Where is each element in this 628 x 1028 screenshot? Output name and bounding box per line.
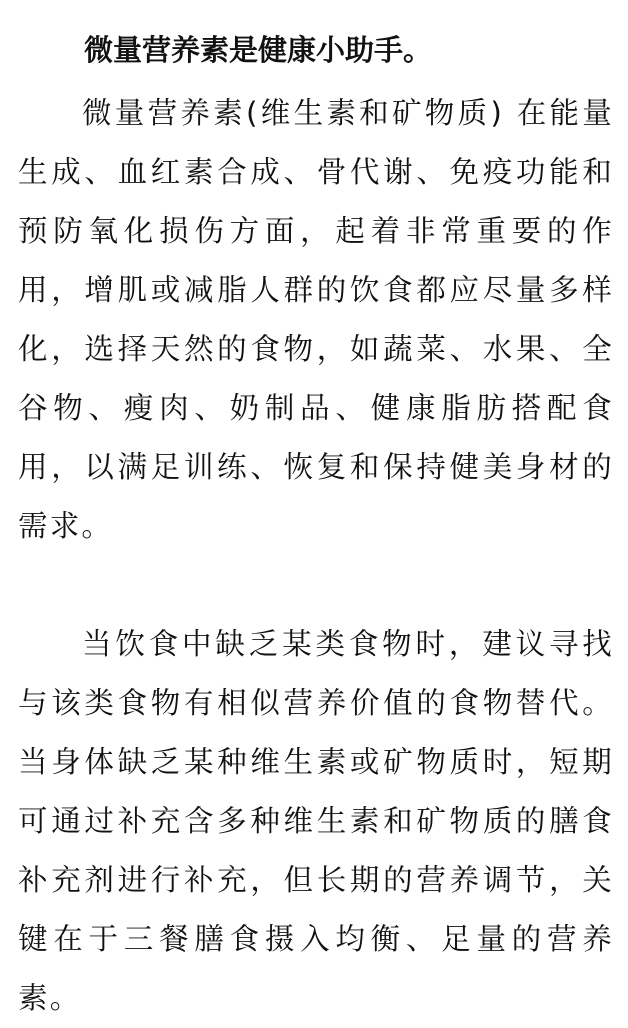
paragraph-supplements: 当饮食中缺乏某类食物时，建议寻找与该类食物有相似营养价值的食物替代。当身体缺乏某种维生素或矿物质时，短期可通过补充含多种维生素和矿物质的膳食补充剂进行补充，但长期的营养调节，关键在于三餐膳食摄入均衡、足量的营养素。	[18, 627, 614, 1015]
article-heading: 微量营养素是健康小助手。	[84, 33, 433, 67]
paragraph-micronutrients: 微量营养素(维生素和矿物质) 在能量生成、血红素合成、骨代谢、免疫功能和预防氧化损伤方面，起着非常重要的作用，增肌或减脂人群的饮食都应尽量多样化，选择天然的食物，如蔬菜、水果、全谷物、瘦肉、奶制品、健康脂肪搭配食用，以满足训练、恢复和保持健美身材的需求。	[18, 96, 614, 543]
